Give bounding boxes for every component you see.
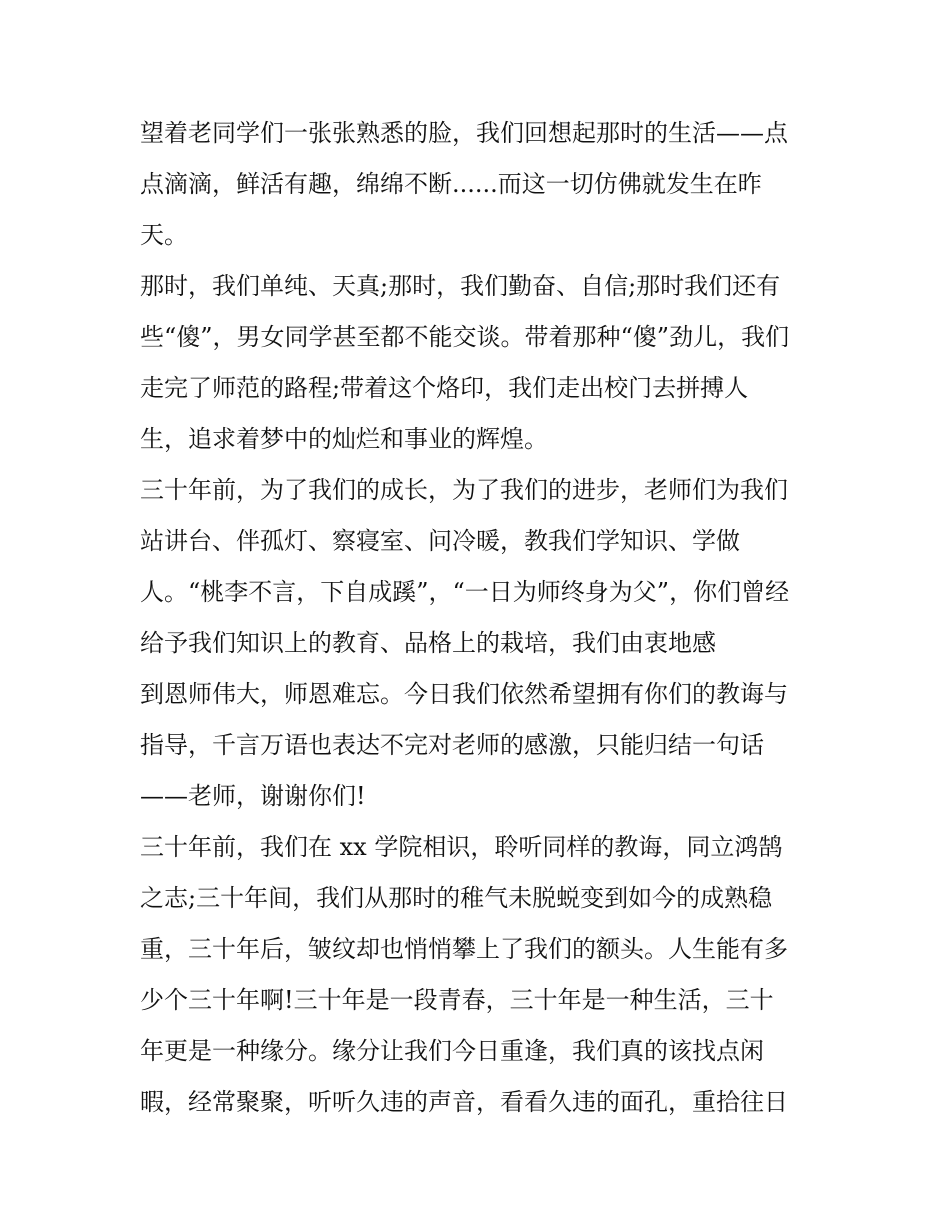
- text-line-18: 少个三十年啊!三十年是一段青春，三十年是一种生活，三十: [140, 986, 774, 1014]
- text-line-2: 点滴滴，鲜活有趣，绵绵不断......而这一切仿佛就发生在昨: [140, 170, 762, 198]
- text-line-5: 些“傻”，男女同学甚至都不能交谈。带着那种“傻”劲儿，我们: [140, 323, 790, 351]
- text-line-6: 走完了师范的路程;带着这个烙印，我们走出校门去拼搏人: [140, 374, 749, 402]
- text-line-8: 三十年前，为了我们的成长，为了我们的进步，老师们为我们: [140, 476, 788, 504]
- text-line-20: 暇，经常聚聚，听听久违的声音，看看久违的面孔，重拾往日: [140, 1088, 788, 1116]
- text-line-13: 指导，千言万语也表达不完对老师的感激，只能归结一句话: [140, 731, 764, 759]
- text-line-15: 三十年前，我们在 xx 学院相识，聆听同样的教诲，同立鸿鹄: [140, 833, 783, 861]
- text-line-12: 到恩师伟大，师恩难忘。今日我们依然希望拥有你们的教诲与: [140, 680, 788, 708]
- text-line-3: 天。: [140, 221, 188, 249]
- text-line-1: 望着老同学们一张张熟悉的脸，我们回想起那时的生活——点: [140, 119, 788, 147]
- document-body: [140, 108, 830, 1128]
- text-line-16: 之志;三十年间，我们从那时的稚气未脱蜕变到如今的成熟稳: [140, 884, 773, 912]
- text-line-7: 生，追求着梦中的灿烂和事业的辉煌。: [140, 425, 548, 453]
- text-line-14: ——老师，谢谢你们!: [140, 782, 366, 810]
- text-line-10: 人。“桃李不言，下自成蹊”，“一日为师终身为父”，你们曾经: [140, 578, 790, 606]
- text-line-4: 那时，我们单纯、天真;那时，我们勤奋、自信;那时我们还有: [140, 272, 781, 300]
- text-line-9: 站讲台、伴孤灯、察寝室、问冷暖，教我们学知识、学做: [140, 527, 740, 555]
- text-line-11: 给予我们知识上的教育、品格上的栽培，我们由衷地感: [140, 629, 716, 657]
- text-line-17: 重，三十年后，皱纹却也悄悄攀上了我们的额头。人生能有多: [140, 935, 788, 963]
- text-line-19: 年更是一种缘分。缘分让我们今日重逢，我们真的该找点闲: [140, 1037, 764, 1065]
